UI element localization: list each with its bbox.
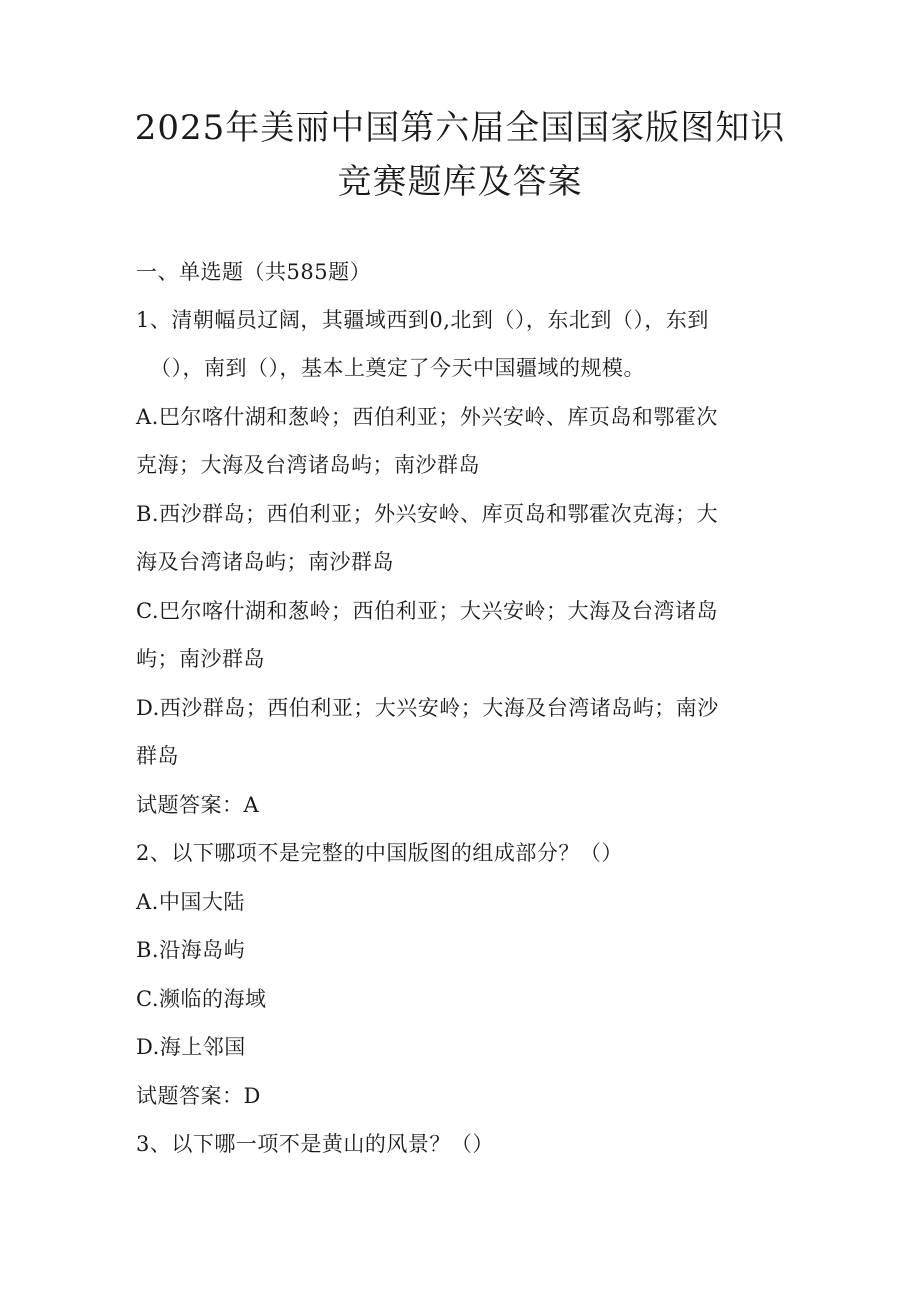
question-2-option-c: C.濒临的海域 (136, 987, 267, 1011)
document-title-line-2: 竞赛题库及答案 (337, 162, 583, 202)
question-1-option-b: B.西沙群岛；西伯利亚；外兴安岭、库页岛和鄂霍次克海；大 (136, 502, 719, 526)
question-1-stem-line-1: 1、清朝幅员辽阔，其疆域西到0,北到（），东北到（），东到 (136, 308, 709, 332)
question-1-option-d: D.西沙群岛；西伯利亚；大兴安岭；大海及台湾诸岛屿；南沙 (136, 696, 719, 720)
question-1-option-a: A.巴尔喀什湖和葱岭；西伯利亚；外兴安岭、库页岛和鄂霍次 (136, 405, 718, 429)
section-header: 一、单选题（共585题） (136, 260, 372, 284)
question-2-stem: 2、以下哪项不是完整的中国版图的组成部分？（） (136, 841, 623, 865)
question-2-answer: 试题答案：D (136, 1084, 261, 1108)
question-1-stem-line-2: （），南到（），基本上奠定了今天中国疆域的规模。 (150, 356, 645, 380)
question-1-option-d-cont: 群岛 (136, 744, 179, 768)
question-3-stem: 3、以下哪一项不是黄山的风景？（） (136, 1132, 494, 1156)
question-1-option-c: C.巴尔喀什湖和葱岭；西伯利亚；大兴安岭；大海及台湾诸岛 (136, 599, 718, 623)
question-1-option-b-cont: 海及台湾诸岛屿；南沙群岛 (136, 550, 394, 574)
question-1-answer: 试题答案：A (136, 793, 260, 817)
question-2-option-d: D.海上邻国 (136, 1035, 246, 1059)
question-1-option-c-cont: 屿；南沙群岛 (136, 647, 265, 671)
question-2-option-a: A.中国大陆 (136, 890, 245, 914)
question-1-option-a-cont: 克海；大海及台湾诸岛屿；南沙群岛 (136, 453, 480, 477)
document-title-line-1: 2025年美丽中国第六届全国国家版图知识 (134, 108, 786, 148)
question-2-option-b: B.沿海岛屿 (136, 938, 246, 962)
